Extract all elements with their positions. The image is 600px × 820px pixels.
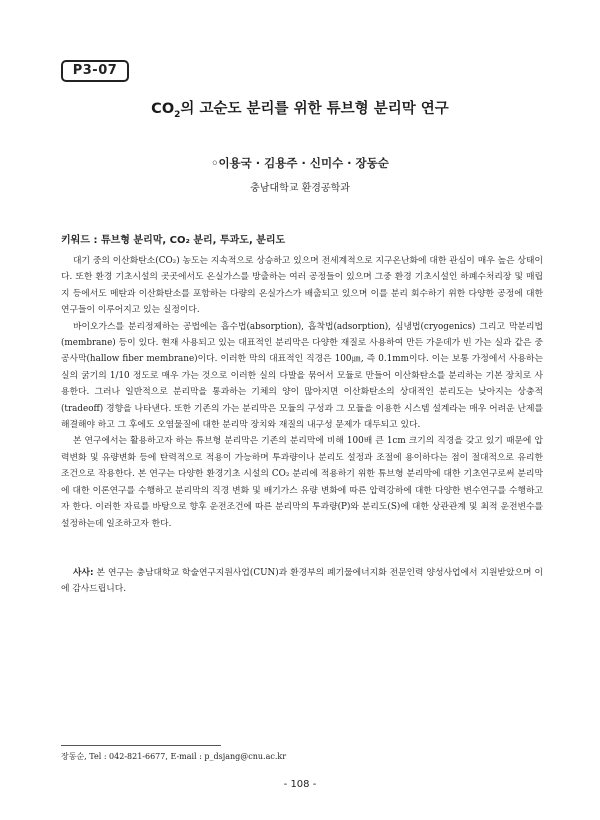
- ack-text: 본 연구는 충남대학교 학술연구지원사업(CUN)과 환경부의 폐기물에너지화 전문인력 양성사업에서 지원받았으며 이에 감사드립니다.: [61, 568, 543, 595]
- ack-label: 사사:: [73, 568, 94, 578]
- footnote-divider: [61, 745, 221, 746]
- session-badge: P3-07: [61, 60, 129, 82]
- paragraph-3: 본 연구에서는 활용하고자 하는 튜브형 분리막은 기존의 분리막에 비해 100배 큰 1cm 크기의 직경을 갖고 있기 때문에 압력변화 및 유량변화 등에 탄력적으로 적용이 가능하며 투과량이나 분리도 설정과 조절에 용이하다는 점이 절대적으로 유리한 조건으로 작용한다. 본 연구는 다양한 환경기초 시설의 CO₂ 분리에 적용하기 위한 튜브형 분리막에 대한 기초연구로써 분리막에 대한 이론연구를 수행하고 분리막의 직경 변화 및 배기가스 유량 변화에 따른 압력강하에 대한 다양한 변수연구를 수행하고자 한다. 이러한 자료를 바탕으로 향후 운전조건에 따른 분리막의 투과량(P)와 분리도(S)에 대한 상관관계 및 최적 운전변수를 설정하는데 일조하고자 한다.: [61, 436, 543, 529]
- page-number: - 108 -: [283, 779, 317, 790]
- affiliation: 충남대학교 환경공학과: [250, 183, 350, 194]
- footnote: 장동순, Tel : 042-821-6677, E-mail : p_dsjang@cnu.ac.kr: [61, 752, 287, 761]
- title-rest: 의 고순도 분리를 위한 튜브형 분리막 연구: [180, 101, 449, 117]
- abstract-body: [61, 253, 543, 532]
- acknowledgement: [61, 565, 543, 598]
- keywords: 키워드 : 튜브형 분리막, CO₂ 분리, 투과도, 분리도: [61, 235, 286, 246]
- paper-title: [0, 97, 600, 120]
- title-subscript: 2: [174, 109, 181, 120]
- paragraph-2: 바이오가스를 분리정제하는 공법에는 흡수법(absorption), 흡착법(adsorption), 심냉법(cryogenics) 그리고 막분리법(membrane) 등이 있다. 현재 사용되고 있는 대표적인 분리막은 다양한 재질로 사용하여 만든 가운데가 빈 가는 실과 같은 중공사막(hallow fiber membrane)이다. 이러한 막의 대표적인 직경은 100㎛, 즉 0.1mm이다. 이는 보통 가정에서 사용하는 실의 굵기의 1/10 정도로 매우 가는 것으로 이러한 실의 다발을 묶어서 모듈로 만들어 이산화탄소를 분리하는 기본 장치로 사용한다. 그러나 일반적으로 분리막을 통과하는 기체의 양이 많아지면 이산화탄소의 상대적인 분리도는 낮아지는 상충적(tradeoff) 경향을 나타낸다. 또한 기존의 가는 분리막은 모듈의 구성과 그 모듈을 이용한 시스템 설계라는 매우 어려운 난제를 해결해야 하고 그 후에도 오염물질에 대한 분리막 장치와 재질의 내구성 문제가 대두되고 있다.: [61, 321, 543, 431]
- title-prefix: CO: [151, 101, 175, 117]
- paragraph-1: 대기 중의 이산화탄소(CO₂) 농도는 지속적으로 상승하고 있으며 전세계적으로 지구온난화에 대한 관심이 매우 높은 상태이다. 또한 환경 기초시설의 곳곳에서도 온실가스를 방출하는 여러 공정들이 있으며 그중 환경 기초시설인 하폐수처리장 및 매립지 등에서도 메탄과 이산화탄소를 포함하는 다량의 온실가스가 배출되고 있으며 이를 분리 회수하기 위한 다양한 공정에 대한 연구들이 이루어지고 있는 실정이다.: [61, 256, 543, 316]
- author-list: ◦이용국 · 김용주 · 신미수 · 장동순: [211, 156, 389, 170]
